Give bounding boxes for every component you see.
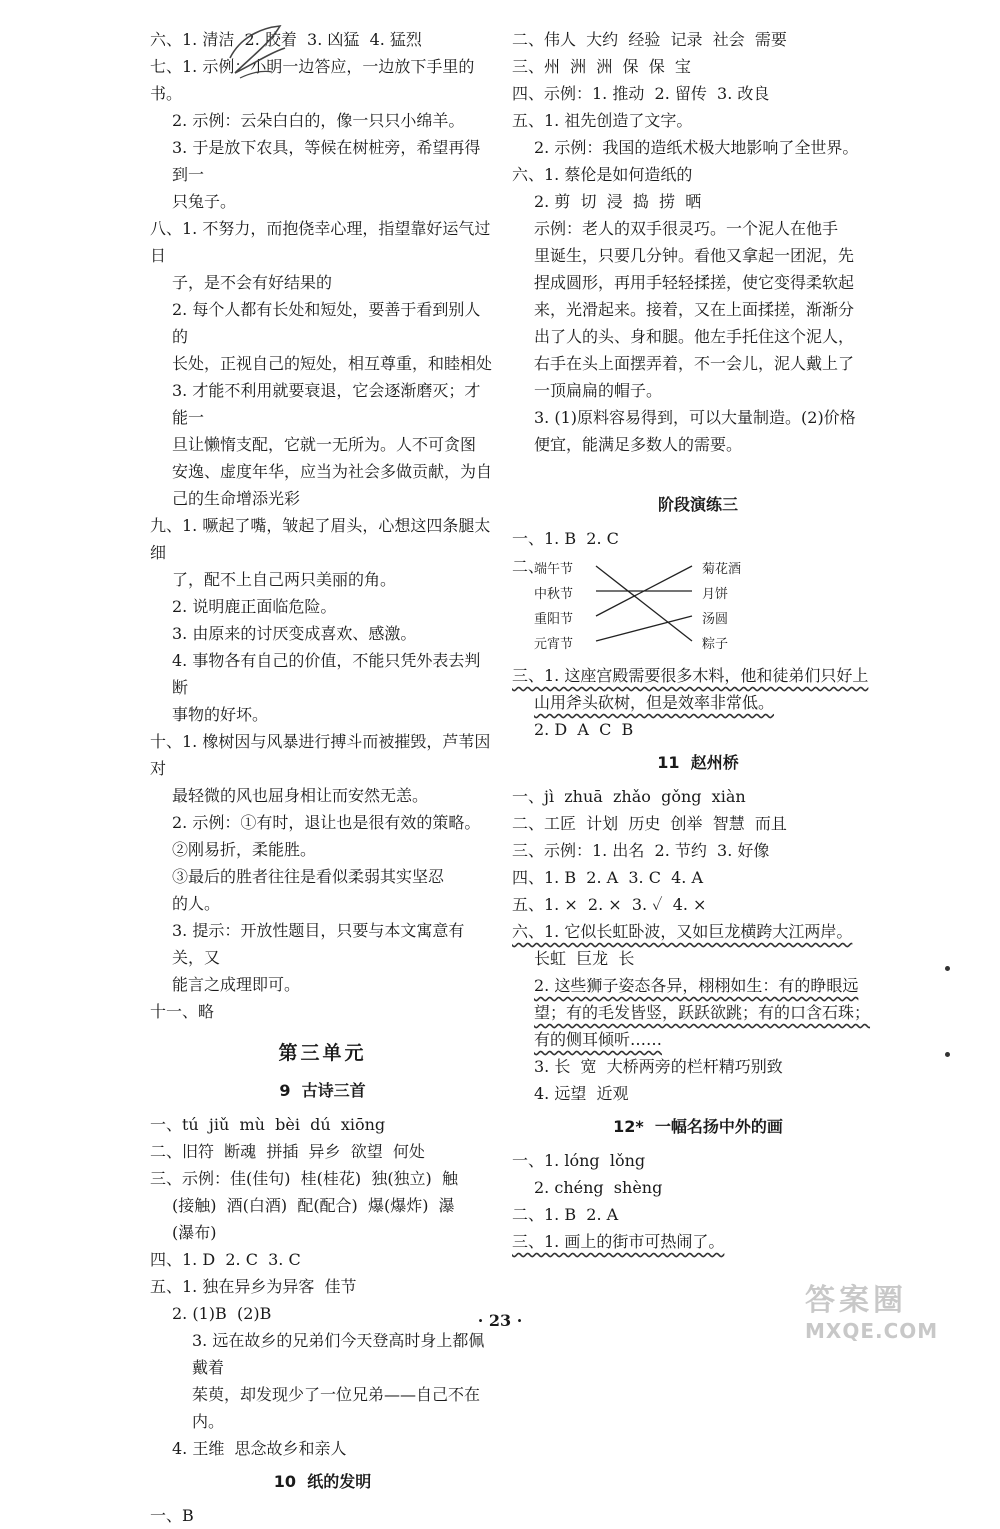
food-label: 粽子 bbox=[702, 637, 729, 652]
festival-label: 元宵节 bbox=[534, 637, 574, 652]
answer-line: 里诞生，只要几分钟。看他又拿起一团泥，先 bbox=[534, 246, 855, 265]
watermark-logo bbox=[805, 1275, 995, 1353]
lesson-heading: 12* 一幅名扬中外的画 bbox=[613, 1117, 783, 1136]
handwritten-scribble bbox=[200, 18, 310, 118]
answer-line: 四、1. D 2. C 3. C bbox=[150, 1250, 301, 1269]
answer-line bbox=[512, 689, 884, 716]
answer-line: 只兔子。 bbox=[172, 192, 237, 211]
lesson-heading: 9 古诗三首 bbox=[279, 1081, 366, 1100]
match-line bbox=[596, 616, 692, 641]
answer-line: 2. 示例：我国的造纸术极大地影响了全世界。 bbox=[534, 138, 859, 157]
answer-line: 二、工匠 计划 历史 创举 智慧 而且 bbox=[512, 814, 787, 833]
answer-line: 2. 说明鹿正面临危险。 bbox=[172, 597, 337, 616]
answer-line: ③最后的胜者往往是看似柔弱其实坚忍 bbox=[172, 867, 445, 886]
answer-line: 3. (1)原料容易得到，可以大量制造。(2)价格 bbox=[534, 408, 856, 427]
answer-line: 2. 示例：①有时，退让也是很有效的策略。 bbox=[172, 813, 481, 832]
ink-dot bbox=[945, 1052, 950, 1057]
watermark-title: 答案圈 bbox=[805, 1283, 907, 1318]
answer-line: 一、1. lóng lǒng bbox=[512, 1151, 646, 1170]
answer-line: 二、1. B 2. A bbox=[512, 1205, 619, 1224]
answer-line: 旦让懒惰支配，它就一无所为。人不可贪图 bbox=[172, 435, 477, 454]
answer-line bbox=[512, 1228, 884, 1255]
answer-line bbox=[512, 1026, 884, 1053]
answer-line: 六、1. 蔡伦是如何造纸的 bbox=[512, 165, 693, 184]
match-line bbox=[596, 566, 692, 641]
answer-line: 长处，正视自己的短处，相互尊重，和睦相处 bbox=[172, 354, 493, 373]
answer-line: 九、1. 噘起了嘴，皱起了眉头，心想这四条腿太细 bbox=[150, 516, 491, 562]
unit-heading: 第三单元 bbox=[278, 1042, 367, 1064]
answer-line: 出了人的头、身和腿。他左手托住这个泥人， bbox=[534, 327, 855, 346]
underlined-answer: 三、1. 画上的街市可热闹了。 bbox=[512, 1232, 725, 1251]
answer-line: 三、示例：1. 出名 2. 节约 3. 好像 bbox=[512, 841, 770, 860]
answer-line: 七、1. 示例：小明一边答应，一边放下手里的书。 bbox=[150, 57, 475, 103]
answer-line: (瀑布) bbox=[172, 1223, 217, 1242]
answer-line: 二、旧符 断魂 拼插 异乡 欲望 何处 bbox=[150, 1142, 425, 1161]
underlined-answer: 三、1. 这座宫殿需要很多木料，他和徒弟们只好上 bbox=[512, 666, 869, 685]
answer-line: 4. 远望 近观 bbox=[534, 1084, 629, 1103]
answer-line: 了，配不上自己两只美丽的角。 bbox=[172, 570, 397, 589]
lesson-heading: 10 纸的发明 bbox=[273, 1472, 372, 1491]
answer-line: 五、1. 独在异乡为异客 佳节 bbox=[150, 1277, 357, 1296]
answer-line: 4. 事物各有自己的价值，不能只凭外表去判断 bbox=[172, 651, 481, 697]
answer-line: 2. 每个人都有长处和短处，要善于看到别人的 bbox=[172, 300, 481, 346]
right-column bbox=[512, 26, 884, 1255]
answer-line: 十、1. 橡树因与风暴进行搏斗而被摧毁，芦苇因对 bbox=[150, 732, 491, 778]
answer-line: 三、州 洲 洲 保 保 宝 bbox=[512, 57, 691, 76]
answer-line: 的人。 bbox=[172, 894, 221, 913]
answer-line: 一顶扁扁的帽子。 bbox=[534, 381, 663, 400]
answer-line: 3. 长 宽 大桥两旁的栏杆精巧别致 bbox=[534, 1057, 783, 1076]
answer-line: 3. 远在故乡的兄弟们今天登高时身上都佩戴着 bbox=[192, 1331, 485, 1377]
answer-line: 茱萸，却发现少了一位兄弟——自己不在内。 bbox=[192, 1385, 481, 1431]
answer-line bbox=[512, 662, 884, 689]
answer-line: 示例：老人的双手很灵巧。一个泥人在他手 bbox=[534, 219, 839, 238]
food-label: 月饼 bbox=[702, 587, 729, 602]
answer-line: 六、1. 清洁 2. 胶着 3. 凶猛 4. 猛烈 bbox=[150, 30, 422, 49]
page-number: · 23 · bbox=[477, 1311, 523, 1330]
answer-line: 2. (1)B (2)B bbox=[172, 1304, 272, 1323]
answer-line bbox=[512, 999, 884, 1026]
answer-line: 2. 剪 切 浸 捣 捞 晒 bbox=[534, 192, 702, 211]
answer-line: 来，光滑起来。接着，又在上面揉搓，渐渐分 bbox=[534, 300, 855, 319]
answer-line: 捏成圆形，再用手轻轻揉搓，使它变得柔软起 bbox=[534, 273, 855, 292]
answer-line: 四、1. B 2. A 3. C 4. A bbox=[512, 868, 704, 887]
lesson-heading: 11 赵州桥 bbox=[657, 753, 739, 772]
answer-line: 二、伟人 大约 经验 记录 社会 需要 bbox=[512, 30, 787, 49]
food-label: 菊花酒 bbox=[702, 562, 742, 577]
lesson-heading: 阶段演练三 bbox=[657, 495, 738, 514]
ink-dot bbox=[945, 966, 950, 971]
underlined-answer: 六、1. 它似长虹卧波，又如巨龙横跨大江两岸。 bbox=[512, 922, 853, 941]
answer-line: 便宜，能满足多数人的需要。 bbox=[534, 435, 743, 454]
underlined-answer: 有的侧耳倾听…… bbox=[534, 1030, 663, 1049]
question-number: 二、 bbox=[512, 557, 545, 576]
answer-line bbox=[512, 972, 884, 999]
answer-line: (接触) 酒(白酒) 配(配合) 爆(爆炸) 瀑 bbox=[172, 1196, 455, 1215]
answer-line bbox=[512, 918, 884, 945]
answer-line bbox=[512, 458, 884, 485]
underlined-answer: 望；有的毛发皆竖，跃跃欲跳；有的口含石珠； bbox=[534, 1003, 871, 1022]
answer-line: 五、1. × 2. × 3. ✓ 4. × bbox=[512, 895, 707, 914]
festival-label: 中秋节 bbox=[534, 587, 574, 602]
answer-line: 己的生命增添光彩 bbox=[172, 489, 301, 508]
answer-line: 一、jì zhuā zhǎo gǒng xiàn bbox=[512, 787, 746, 806]
answer-line: 3. 提示：开放性题目，只要与本文寓意有关，又 bbox=[172, 921, 465, 967]
answer-line: 2. D A C B bbox=[534, 720, 634, 739]
answer-line: 一、1. B 2. C bbox=[512, 529, 619, 548]
answer-line: 4. 王维 思念故乡和亲人 bbox=[172, 1439, 347, 1458]
underlined-answer: 山用斧头砍树，但是效率非常低。 bbox=[534, 693, 775, 712]
answer-line: 能言之成理即可。 bbox=[172, 975, 301, 994]
answer-line: 3. 由原来的讨厌变成喜欢、感激。 bbox=[172, 624, 417, 643]
matching-exercise bbox=[512, 554, 884, 658]
right-bottom-section bbox=[512, 662, 884, 1255]
answer-line: 子，是不会有好结果的 bbox=[172, 273, 333, 292]
answer-line: 最轻微的风也屈身相让而安然无恙。 bbox=[172, 786, 429, 805]
answer-line: 一、B bbox=[150, 1506, 194, 1525]
left-column bbox=[150, 26, 495, 1529]
food-label: 汤圆 bbox=[702, 612, 729, 627]
festival-label: 端午节 bbox=[534, 562, 574, 577]
watermark-url: MXQE.COM bbox=[805, 1319, 939, 1343]
answer-line: 四、示例：1. 推动 2. 留传 3. 改良 bbox=[512, 84, 770, 103]
answer-line: ②刚易折，柔能胜。 bbox=[172, 840, 317, 859]
right-top-section bbox=[512, 26, 884, 552]
answer-line: 3. 于是放下农具，等候在树桩旁，希望再得到一 bbox=[172, 138, 481, 184]
answer-line: 3. 才能不利用就要衰退，它会逐渐磨灭；才能一 bbox=[172, 381, 481, 427]
answer-line: 2. 示例：云朵白白的，像一只只小绵羊。 bbox=[172, 111, 465, 130]
answer-line: 安逸、虚度年华，应当为社会多做贡献，为自 bbox=[172, 462, 493, 481]
answer-line: 2. chéng shèng bbox=[534, 1178, 663, 1197]
answer-line: 八、1. 不努力，而抱侥幸心理，指望靠好运气过日 bbox=[150, 219, 491, 265]
answer-line: 十一、略 bbox=[150, 1002, 215, 1021]
answer-line: 事物的好坏。 bbox=[172, 705, 269, 724]
answer-line: 五、1. 祖先创造了文字。 bbox=[512, 111, 693, 130]
answer-line: 三、示例：佳(佳句) 桂(桂花) 独(独立) 触 bbox=[150, 1169, 458, 1188]
answer-line: 长虹 巨龙 长 bbox=[534, 949, 635, 968]
underlined-answer: 2. 这些狮子姿态各异，栩栩如生：有的睁眼远 bbox=[534, 976, 859, 995]
answer-line: 右手在头上面摆弄着，不一会儿，泥人戴上了 bbox=[534, 354, 855, 373]
festival-label: 重阳节 bbox=[534, 612, 574, 627]
answer-line: 一、tú jiǔ mù bèi dú xiōng bbox=[150, 1115, 386, 1134]
